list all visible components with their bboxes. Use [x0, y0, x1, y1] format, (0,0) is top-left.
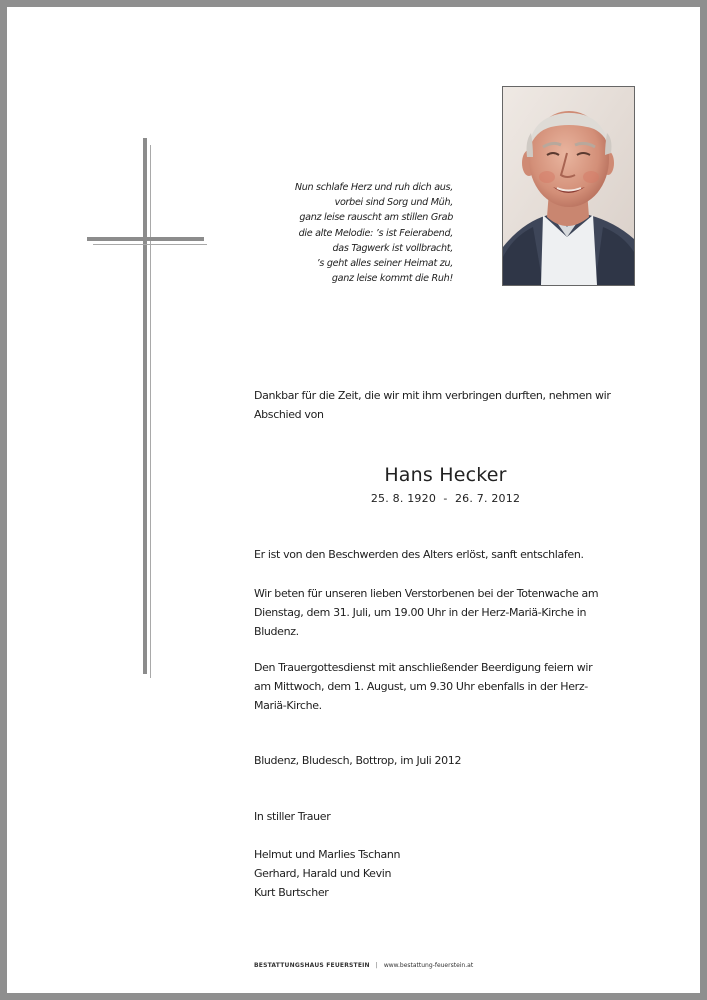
- cross-horizontal-bar: [87, 237, 204, 241]
- family-entry: Gerhard, Harald und Kevin: [254, 867, 392, 880]
- paragraph-wake: [254, 584, 637, 641]
- intro-text: [254, 386, 637, 424]
- deceased-name: Hans Hecker: [384, 464, 507, 486]
- paragraph-line: am Mittwoch, dem 1. August, um 9.30 Uhr ebenfalls in der Herz-: [254, 680, 588, 693]
- paragraph-line: Mariä-Kirche.: [254, 699, 322, 712]
- family-entry: Helmut und Marlies Tschann: [254, 848, 401, 861]
- cross-horizontal-shadow: [93, 244, 207, 245]
- poem-line: ganz leise rauscht am stillen Grab: [299, 212, 453, 224]
- paragraph-line: Bludenz.: [254, 625, 299, 638]
- place-date: Bludenz, Bludesch, Bottrop, im Juli 2012: [254, 754, 462, 767]
- paragraph-line: Dienstag, dem 31. Juli, um 19.00 Uhr in der Herz-Mariä-Kirche in: [254, 606, 587, 619]
- mourning-note: In stiller Trauer: [254, 810, 331, 823]
- life-dates: 25. 8. 1920 - 26. 7. 2012: [370, 492, 521, 505]
- poem-line: vorbei sind Sorg und Müh,: [334, 197, 453, 209]
- paragraph-line: Er ist von den Beschwerden des Alters erlöst, sanft entschlafen.: [254, 548, 584, 561]
- paragraph-funeral: [254, 658, 637, 715]
- poem-line: ganz leise kommt die Ruh!: [331, 273, 453, 285]
- footer-separator: |: [375, 962, 378, 969]
- paragraph-line: Den Trauergottesdienst mit anschließender Beerdigung feiern wir: [254, 661, 593, 674]
- family-list: [254, 845, 637, 902]
- funeral-home-name: BESTATTUNGSHAUS FEUERSTEIN: [254, 962, 370, 969]
- intro-line: Dankbar für die Zeit, die wir mit ihm verbringen durften, nehmen wir: [254, 389, 611, 402]
- paragraph-line: Wir beten für unseren lieben Verstorbenen bei der Totenwache am: [254, 587, 599, 600]
- intro-line: Abschied von: [254, 408, 324, 421]
- cross-vertical-bar: [143, 138, 147, 674]
- footer: [254, 962, 473, 969]
- paragraph-passing: [254, 545, 637, 564]
- portrait-photo: [502, 86, 635, 286]
- poem-line: das Tagwerk ist vollbracht,: [332, 242, 453, 254]
- poem-line: ’s geht alles seiner Heimat zu,: [316, 258, 453, 270]
- website-link[interactable]: www.bestattung-feuerstein.at: [383, 962, 474, 969]
- poem-line: Nun schlafe Herz und ruh dich aus,: [294, 182, 453, 193]
- poem-line: die alte Melodie: ’s ist Feierabend,: [298, 227, 453, 239]
- poem: [240, 180, 453, 286]
- family-entry: Kurt Burtscher: [254, 886, 329, 899]
- cross-vertical-shadow: [150, 145, 151, 678]
